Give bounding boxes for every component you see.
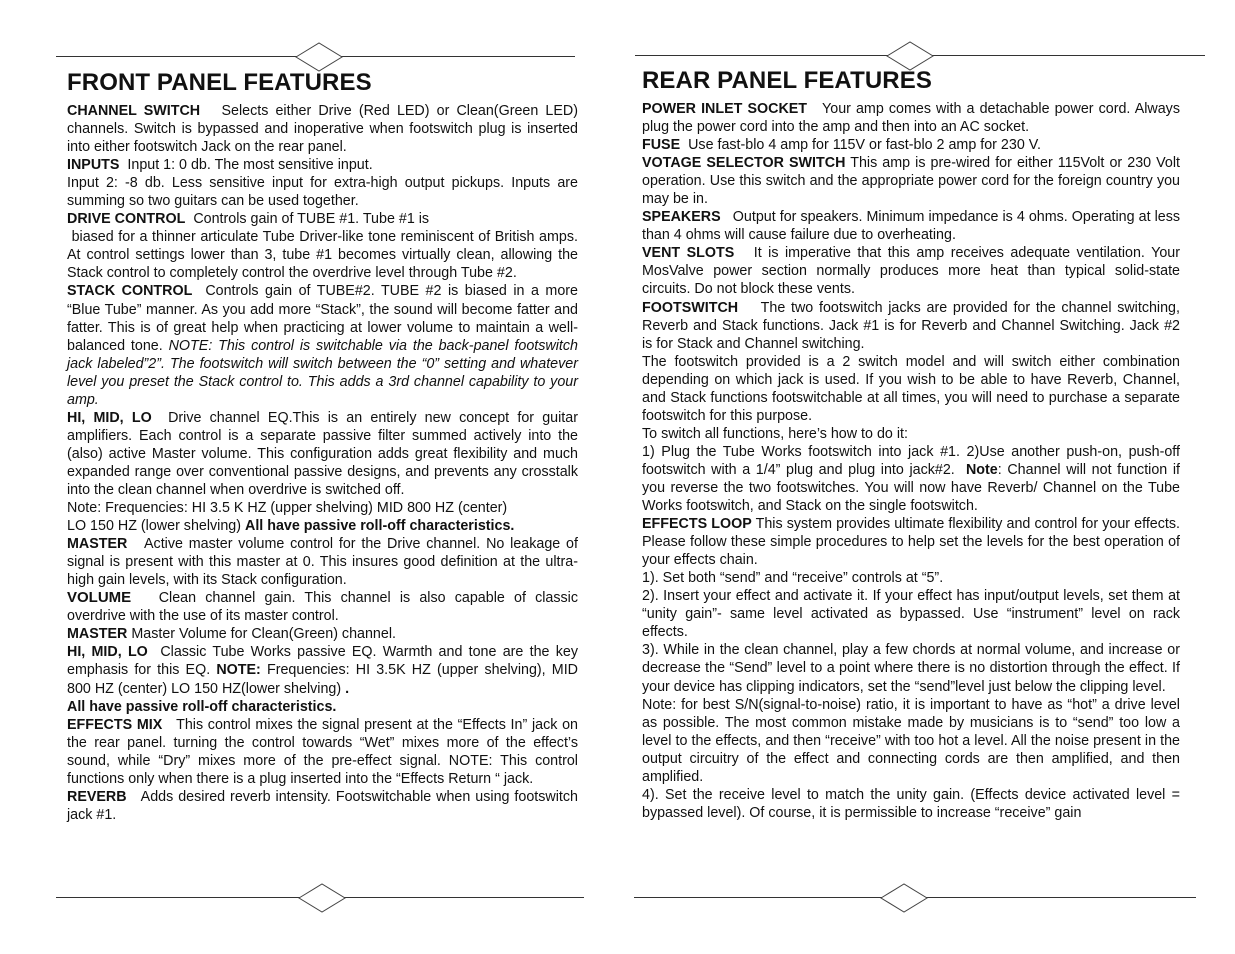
paragraph-step-1 bbox=[642, 569, 1180, 587]
term: SPEAKERS bbox=[642, 209, 721, 226]
note-label: NOTE: bbox=[216, 662, 261, 679]
left-page bbox=[0, 0, 617, 954]
right-page bbox=[617, 0, 1235, 954]
term: EFFECTS LOOP bbox=[642, 516, 752, 533]
paragraph-plug-steps bbox=[642, 443, 1180, 515]
body-text: 2). Insert your effect and activate it. If your effect has input/output levels, set them at “unity gain”- same level activated as bypassed. Use “instrument” level on rack effects. bbox=[642, 588, 1180, 641]
term: HI, MID, LO bbox=[67, 644, 148, 661]
paragraph-power-inlet bbox=[642, 100, 1180, 136]
body-text: Input 2: -8 db. Less sensitive input for extra-high output pickups. Inputs are summing so two guitars can be used together. bbox=[67, 175, 578, 210]
paragraph-effects-loop bbox=[642, 515, 1180, 569]
body-text: To switch all functions, here’s how to do it: bbox=[642, 425, 908, 442]
body-text: Controls gain of TUBE #1. Tube #1 is bbox=[193, 211, 430, 228]
paragraph-passive-rolloff: All have passive roll-off characteristics. bbox=[67, 698, 337, 715]
paragraph-reverb bbox=[67, 788, 578, 824]
paragraph-stack-control bbox=[67, 282, 578, 408]
paragraph-input-2 bbox=[67, 174, 578, 210]
paragraph-frequencies bbox=[67, 499, 578, 517]
diamond-ornament-icon bbox=[297, 883, 347, 913]
paragraph-voltage-selector bbox=[642, 154, 1180, 208]
term: INPUTS bbox=[67, 157, 120, 174]
paragraph-lo-frequency bbox=[67, 517, 578, 535]
page-title: REAR PANEL FEATURES bbox=[642, 67, 932, 94]
body-text: Frequencies: HI 3.5K HZ (upper shelving), MID 800 HZ (center) LO 150 HZ(lower shelving) bbox=[67, 662, 578, 697]
paragraph-step-4 bbox=[642, 786, 1180, 822]
paragraph-sn-note bbox=[642, 696, 1180, 786]
term: STACK CONTROL bbox=[67, 283, 193, 300]
body-text: This system provides ultimate flexibility and control for your effects. Please follow these simple procedures to help set the levels for the best operation of your effects chain. bbox=[642, 516, 1180, 569]
body-text: Note: Frequencies: HI 3.5 K HZ (upper shelving) MID 800 HZ (center) bbox=[67, 500, 508, 517]
note-label: Note bbox=[965, 461, 998, 478]
term: CHANNEL SWITCH bbox=[67, 103, 201, 119]
term: VOLUME bbox=[67, 589, 132, 607]
paragraph-clean-eq bbox=[67, 643, 578, 697]
term: DRIVE CONTROL bbox=[67, 211, 186, 228]
paragraph-volume bbox=[67, 589, 578, 625]
italic-note: NOTE: This control is switchable via the back-panel footswitch jack labeled”2”. The footswitch will switch between the “0” setting and whatever level you preset the Stack control to. This adds a 3rd channel capability to your amp. bbox=[67, 337, 578, 408]
paragraph-channel-switch bbox=[67, 102, 578, 156]
body-text: 1). Set both “send” and “receive” controls at “5”. bbox=[642, 570, 944, 587]
paragraph-step-2 bbox=[642, 587, 1180, 641]
paragraph-inputs bbox=[67, 156, 578, 174]
body-text: Active master volume control for the Drive channel. No leakage of signal is present with this master at 0. This insures good definition at the ultra-high gain levels, with its Stack configuration. bbox=[67, 536, 578, 589]
term: VOTAGE SELECTOR SWITCH bbox=[642, 155, 846, 172]
paragraph-footswitch-model bbox=[642, 353, 1180, 425]
body-text: : Channel will not function if you reverse the two footswitches. You will now have Reverb/ Channel on the Tube Works footswitch, and Stack on the single footswitch. bbox=[642, 461, 1181, 515]
body-text: This amp is pre-wired for either 115Volt or 230 Volt operation. Use this switch and the appropriate power cord for the foreign country you may be in. bbox=[642, 155, 1180, 208]
paragraph-drive-eq bbox=[67, 409, 578, 499]
body-text: LO 150 HZ (lower shelving) bbox=[67, 518, 242, 535]
term: HI, MID, LO bbox=[67, 409, 152, 426]
term: VENT SLOTS bbox=[642, 245, 735, 262]
paragraph-speakers bbox=[642, 208, 1180, 244]
diamond-ornament-icon bbox=[879, 883, 929, 913]
body-text: 3). While in the clean channel, play a few chords at normal volume, and increase or decrease the “Send” level to a point where there is no distortion through the effect. If your device has clipping indicators, set the “send”level just below the clipping level. bbox=[642, 642, 1180, 695]
term: REVERB bbox=[67, 788, 127, 805]
body-text: Clean channel gain. This channel is also capable of classic overdrive with the use of its master control. bbox=[67, 590, 578, 625]
paragraph-fuse bbox=[642, 136, 1180, 154]
body-text: biased for a thinner articulate Tube Driver-like tone reminiscent of British amps. At control settings lower than 3, tube #1 becomes virtually clean, allowing the Stack control to completely control the overdrive level through Tube #2. bbox=[67, 229, 578, 282]
body-text: 1) Plug the Tube Works footswitch into jack #1. 2)Use another push-on, push-off footswitch with a 1/4” plug and plug into jack#2. bbox=[642, 443, 1180, 478]
page-title: FRONT PANEL FEATURES bbox=[67, 69, 372, 96]
body-text: Use fast-blo 4 amp for 115V or fast-blo 2 amp for 230 V. bbox=[688, 137, 1041, 154]
front-panel-column bbox=[67, 68, 578, 824]
rear-panel-column bbox=[642, 66, 1180, 822]
body-text: Controls gain of TUBE#2. TUBE #2 is biased in a more “Blue Tube” manner. As you add more “Stack”, the sound will become fatter and fatter. This is of great help when practicing at lower volume to maintain a well-balanced tone. bbox=[67, 283, 578, 354]
body-text: This control mixes the signal present at the “Effects In” jack on the rear panel. turning the control towards “Wet” mixes more of the effect’s sound, while “Dry” mixes more of the pre-effect signal. NOTE: This control functions only when there is a plug inserted into the “Effects Return “ jack. bbox=[67, 716, 578, 787]
body-text: 4). Set the receive level to match the unity gain. (Effects device activated level = bypassed level). Of course, it is permissible to increase “receive” gain bbox=[642, 786, 1180, 821]
term: MASTER bbox=[67, 536, 128, 553]
body-text: Selects either Drive (Red LED) or Clean(Green LED) channels. Switch is bypassed and inoperative when footswitch plug is inserted into either footswitch Jack on the rear panel. bbox=[67, 103, 578, 156]
body-text: Master Volume for Clean(Green) channel. bbox=[131, 626, 396, 643]
term: FOOTSWITCH bbox=[642, 299, 739, 316]
body-text: Adds desired reverb intensity. Footswitchable when using footswitch jack #1. bbox=[67, 788, 578, 823]
paragraph-master-drive bbox=[67, 535, 578, 589]
paragraph-master-clean bbox=[67, 625, 578, 643]
term: FUSE bbox=[642, 137, 681, 154]
body-text: Classic Tube Works passive EQ. Warmth and tone are the key emphasis for this EQ. bbox=[67, 644, 578, 679]
body-text: It is imperative that this amp receives adequate ventilation. Your MosValve power section normally produces more heat than typical solid-state circuits. Do not block these vents. bbox=[642, 245, 1180, 298]
paragraph-footswitch bbox=[642, 299, 1180, 353]
paragraph-switch-all bbox=[642, 425, 1180, 443]
body-text: Drive channel EQ.This is an entirely new concept for guitar amplifiers. Each control is a separate passive filter summed actively into the (also) active Master volume. This configuration adds great flexibility and much expanded range over conventional passive designs, and prevents any crosstalk into the clean channel when overdrive is switched off. bbox=[67, 409, 578, 498]
paragraph-step-3 bbox=[642, 641, 1180, 695]
body-text: Note: for best S/N(signal-to-noise) ratio, it is important to have as “hot” a drive level as possible. The most common mistake made by musicians is to “send” too low a level to the effects, and then “receive” with too hot a level. All the noise present in the output circuitry of the effect and connecting cords are then amplified, and then amplified. bbox=[642, 696, 1180, 785]
body-text: Input 1: 0 db. The most sensitive input. bbox=[127, 157, 373, 174]
bold-tail: All have passive roll-off characteristics. bbox=[245, 518, 515, 535]
paragraph-effects-mix bbox=[67, 716, 578, 788]
term: MASTER bbox=[67, 626, 128, 643]
term: POWER INLET SOCKET bbox=[642, 101, 808, 117]
paragraph-drive-control bbox=[67, 210, 578, 228]
body-text: Your amp comes with a detachable power cord. Always plug the power cord into the amp and then into an AC socket. bbox=[642, 101, 1180, 136]
term: EFFECTS MIX bbox=[67, 716, 163, 733]
period: . bbox=[345, 680, 350, 697]
body-text: The footswitch provided is a 2 switch model and will switch either combination depending on which jack is used. If you wish to be able to have Reverb, Channel, and Stack functions footswitchable at all times, you will need to purchase a separate footswitch for this purpose. bbox=[642, 353, 1180, 424]
paragraph-drive-detail bbox=[67, 228, 578, 282]
paragraph-vent-slots bbox=[642, 244, 1180, 298]
body-text: Output for speakers. Minimum impedance is 4 ohms. Operating at less than 4 ohms will cause failure due to overheating. bbox=[642, 209, 1181, 244]
body-text: The two footswitch jacks are provided for the channel switching, Reverb and Stack functions. Jack #1 is for Reverb and Channel Switching. Jack #2 is for Stack and Channel switching. bbox=[642, 299, 1180, 352]
